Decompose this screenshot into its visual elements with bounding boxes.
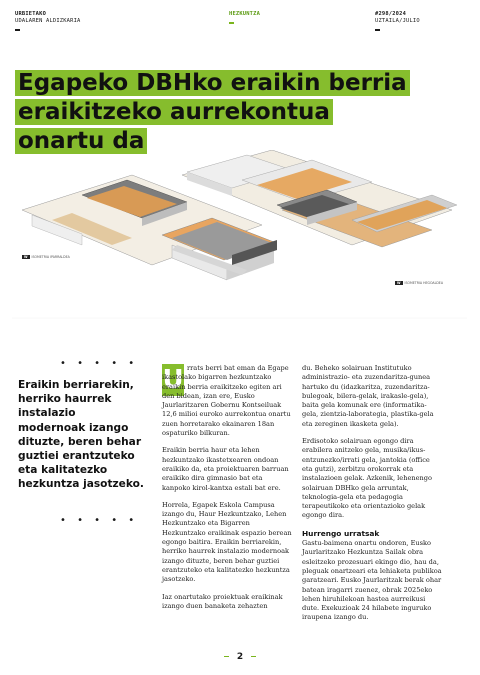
figure-label-south	[395, 281, 443, 285]
building-render	[12, 150, 467, 325]
article-column-1	[162, 364, 292, 619]
article-paragraph: Erdisotoko solairuan egongo dira erabilera anitzeko gela, musika/ikus-entzunezko/irrati gela, jantokia (office eta gutzi), zerbitzu orokorrak eta instalazioen gelak. Azkenik, lehenengo solairuan DBHko gela arruntak, teknologia-gela eta pedagogia terapeutikoko eta orientazioko gelak egongo dira.	[302, 437, 432, 520]
page-number: 2	[236, 652, 244, 662]
figure-tag: W	[397, 281, 401, 285]
section-label	[229, 11, 260, 24]
building-isometric-figure	[12, 150, 467, 325]
decorative-dots-bottom: • • • • •	[60, 515, 139, 526]
footer-dash	[251, 656, 256, 658]
headline-line-3: onartu da	[15, 128, 147, 154]
drop-cap: U	[162, 365, 184, 395]
article-paragraph: du. Beheko solairuan Institutuko administrazio- eta zuzendaritza-gunea hartuko du (idazkaritza, zuzendaritza-bulegoak, bilera-gelak, irakasle-gela), baita gela komunak ere (informatika-gela, zientzia-laborategia, plastika-gela eta zereginen ikasketa gela).	[302, 364, 434, 428]
decorative-dots-top: • • • • •	[60, 358, 139, 369]
header-dash	[229, 22, 234, 24]
issue-number: #298/2024	[375, 11, 407, 17]
article-paragraph: rrats berri bat eman da Egape ikastolako bigarren hezkuntzako eraikin berria eraikitzeko egiten ari den bidean, izan ere, Eusko Jaurlaritzaren Gobernu Kontseiluak 12,6 milioi euroko aurrekontua onartu zuen horretarako ekainaren 18an ospaturiko bilkuran.	[162, 364, 291, 438]
masthead-title: URBIETAKO	[15, 11, 47, 17]
figure-caption: ISOMETRIA IPARRALDEA	[31, 255, 70, 259]
article-column-2	[302, 364, 442, 631]
headline-line-2: eraikitzeko aurrekontua	[15, 99, 333, 125]
issue-info	[375, 11, 420, 31]
figure-tag: W	[24, 255, 28, 259]
article-paragraph: Iaz onartutako proiektuak eraikinak izango duen banaketa zehazten	[162, 592, 283, 610]
header-dash	[15, 29, 20, 31]
subheading: Hurrengo urratsak	[302, 528, 380, 538]
header-dash	[375, 29, 380, 31]
article-paragraph: Eraikin berria haur eta lehen hezkuntzako ikastetxearen ondoan eraikiko da, eta proiektuaren barruan eraikiko dira gimnasio bat eta kanpoko kirol-kantxa estali bat ere.	[162, 446, 289, 492]
issue-month: UZTAILA/JULIO	[375, 18, 420, 24]
figure-label-north	[22, 255, 70, 259]
pull-quote: Eraikin berriarekin, herriko haurrek instalazio modernoak izango dituzte, beren behar guztiei erantzuteko eta kalitatezko hezkuntza jasotzeko.	[18, 379, 144, 491]
headline-line-1: Egapeko DBHko eraikin berria	[15, 70, 410, 96]
figure-caption: ISOMETRIA HEGOALDEA	[404, 281, 444, 285]
masthead	[15, 11, 80, 31]
article-paragraph: Gastu-baimena onartu ondoren, Eusko Jaurlaritzako Hezkuntza Sailak obra esleitzeko prozesuari ekingo dio, hau da, pleguak onartzeari eta lehiaketa publikoa garatzeari. Eusko Jaurlaritzak berak ohar batean iragarri zuenez, obrak 2025eko lehen hiruhilekoan hastea aurreikusi dute. Exekuzioak 24 hilabete inguruko iraupena izango du.	[302, 539, 442, 622]
section-name: HEZKUNTZA	[229, 11, 261, 17]
page-footer	[0, 652, 480, 662]
footer-dash	[224, 656, 229, 658]
article-paragraph: Horrela, Egapek Eskola Campusa izango du, Haur Hezkuntzako, Lehen Hezkuntzako eta Bigarren Hezkuntzako eraikinak espazio berean egongo baitira. Eraikin berriarekin, herriko haurrek instalazio modernoak izango dituzte, beren behar guztiei erantzuteko eta kalitatezko hezkuntza jasotzeko.	[162, 500, 292, 584]
masthead-subtitle: UDALAREN ALDIZKARIA	[15, 18, 81, 24]
